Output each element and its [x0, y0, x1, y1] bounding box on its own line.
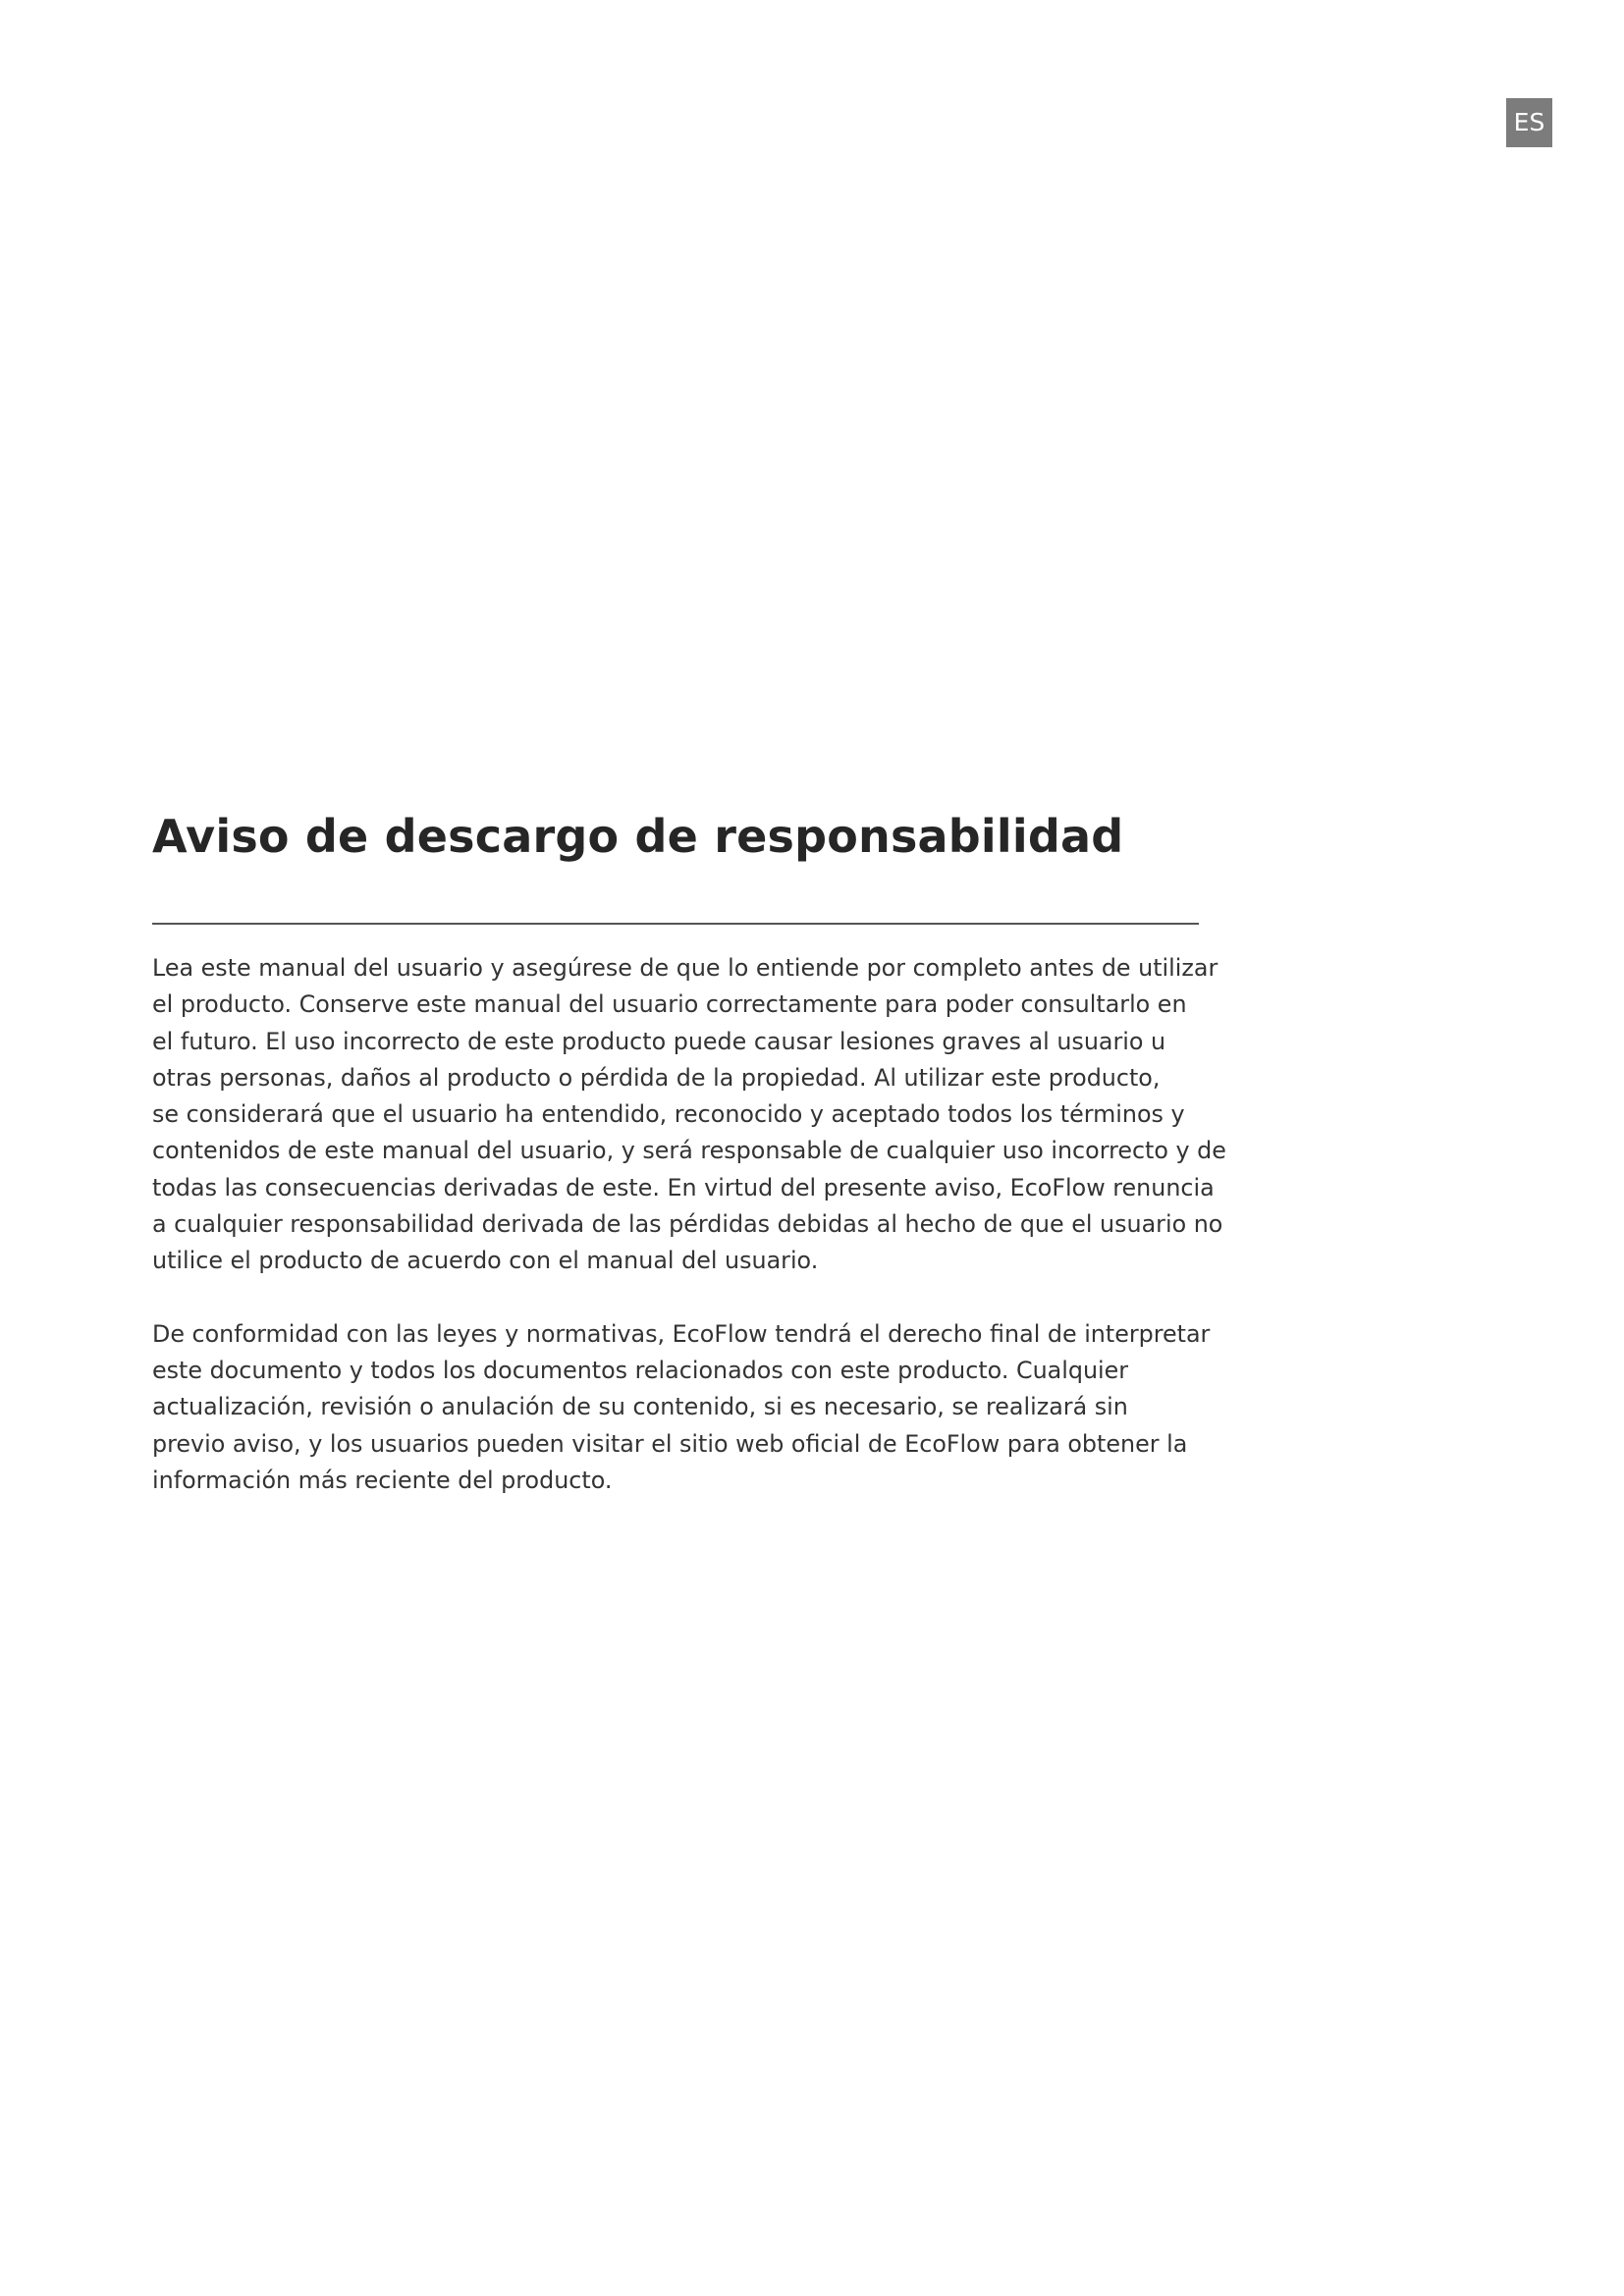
page-title: Aviso de descargo de responsabilidad	[152, 810, 1124, 863]
paragraph-line: todas las consecuencias derivadas de este. En virtud del presente aviso, EcoFlow renuncia	[152, 1173, 1215, 1201]
disclaimer-paragraph-1	[152, 950, 1226, 1280]
paragraph-line: a cualquier responsabilidad derivada de las pérdidas debidas al hecho de que el usuario no	[152, 1210, 1223, 1239]
paragraph-line: el futuro. El uso incorrecto de este producto puede causar lesiones graves al usuario u	[152, 1027, 1166, 1055]
paragraph-line: este documento y todos los documentos relacionados con este producto. Cualquier	[152, 1356, 1129, 1384]
paragraph-line: información más reciente del producto.	[152, 1466, 613, 1494]
paragraph-line: Lea este manual del usuario y asegúrese de que lo entiende por completo antes de utilizar	[152, 954, 1218, 982]
disclaimer-paragraph-2	[152, 1316, 1211, 1499]
disclaimer-section	[152, 797, 1226, 1499]
paragraph-line: el producto. Conserve este manual del usuario correctamente para poder consultarlo en	[152, 990, 1187, 1019]
paragraph-line: previo aviso, y los usuarios pueden visitar el sitio web oficial de EcoFlow para obtener la	[152, 1429, 1188, 1458]
paragraph-line: utilice el producto de acuerdo con el manual del usuario.	[152, 1247, 819, 1275]
paragraph-line: contenidos de este manual del usuario, y será responsable de cualquier uso incorrecto y de	[152, 1137, 1226, 1165]
paragraph-line: actualización, revisión o anulación de su contenido, si es necesario, se realizará sin	[152, 1393, 1128, 1421]
language-badge: ES	[1506, 98, 1552, 147]
title-divider	[152, 923, 1199, 925]
paragraph-line: De conformidad con las leyes y normativas, EcoFlow tendrá el derecho final de interpretar	[152, 1319, 1211, 1348]
paragraph-line: otras personas, daños al producto o pérdida de la propiedad. Al utilizar este producto,	[152, 1063, 1161, 1092]
paragraph-line: se considerará que el usuario ha entendido, reconocido y aceptado todos los términos y	[152, 1100, 1185, 1129]
